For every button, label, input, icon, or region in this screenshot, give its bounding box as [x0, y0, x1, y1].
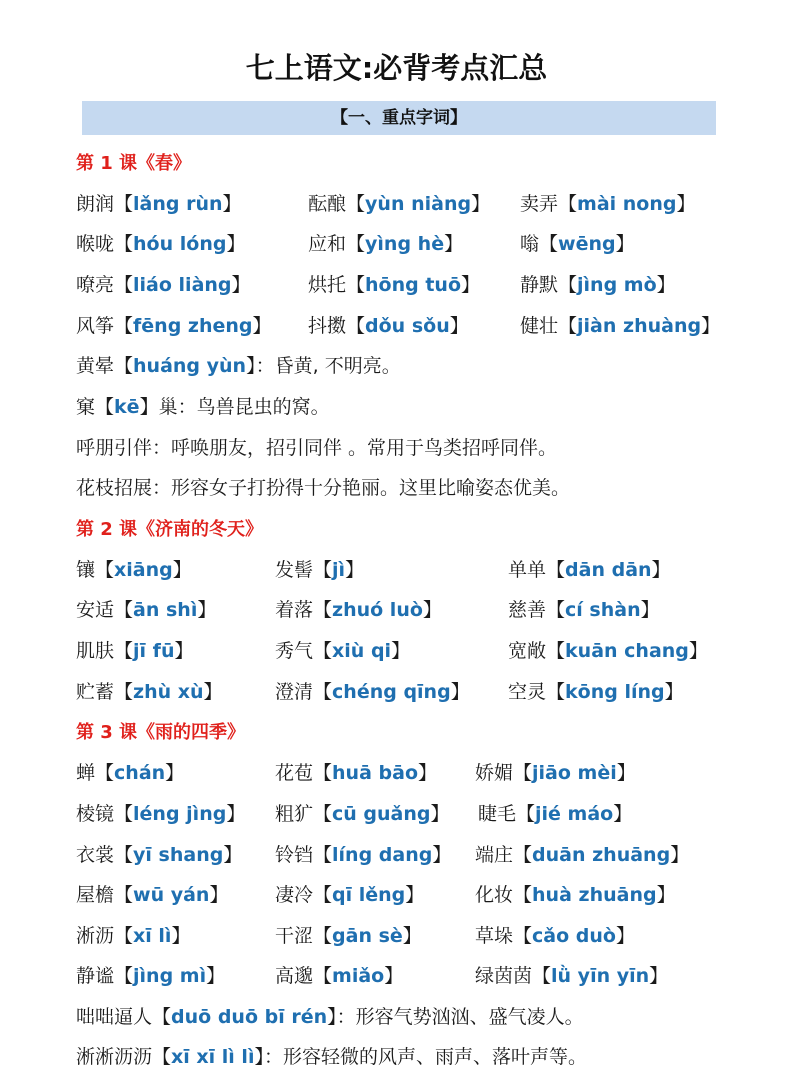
vocab-note: 窠【kē】巢：鸟兽昆虫的窝。 — [76, 396, 330, 418]
vocab-note: 咄咄逼人【duō duō bī rén】：形容气势汹汹、盛气凌人。 — [76, 1006, 584, 1028]
vocab-item: 抖擞【dǒu sǒu】 — [308, 315, 469, 337]
vocab-item: 空灵【kōng líng】 — [508, 681, 684, 703]
vocab-item: 朗润【lǎng rùn】 — [76, 193, 242, 215]
vocab-note: 呼朋引伴：呼唤朋友，招引同伴 。常用于鸟类招呼同伴。 — [76, 437, 558, 459]
vocab-note: 淅淅沥沥【xī xī lì lì】：形容轻微的风声、雨声、落叶声等。 — [76, 1046, 587, 1068]
vocab-item: 淅沥【xī lì】 — [76, 925, 191, 947]
vocab-item: 着落【zhuó luò】 — [275, 599, 442, 621]
vocab-item: 嘹亮【liáo liàng】 — [76, 274, 251, 296]
vocab-item: 发髻【jì】 — [275, 559, 365, 581]
vocab-note: 花枝招展：形容女子打扮得十分艳丽。这里比喻姿态优美。 — [76, 477, 571, 499]
vocab-item: 喉咙【hóu lóng】 — [76, 233, 246, 255]
vocab-item: 安适【ān shì】 — [76, 599, 217, 621]
section-heading: 【一、重点字词】 — [82, 101, 716, 135]
vocab-item: 棱镜【léng jìng】 — [76, 803, 246, 825]
vocab-item: 烘托【hōng tuō】 — [308, 274, 481, 296]
vocab-item: 静默【jìng mò】 — [520, 274, 676, 296]
lesson-3-heading: 第 3 课《雨的四季》 — [76, 722, 246, 743]
vocab-item: 宽敞【kuān chang】 — [508, 640, 708, 662]
vocab-item: 单单【dān dān】 — [508, 559, 671, 581]
vocab-item: 绿茵茵【lǜ yīn yīn】 — [475, 965, 669, 987]
page-title: 七上语文:必背考点汇总 — [245, 51, 548, 85]
vocab-item: 肌肤【jī fū】 — [76, 640, 194, 662]
vocab-item: 草垛【cǎo duò】 — [475, 925, 635, 947]
vocab-item: 嗡【wēng】 — [520, 233, 635, 255]
vocab-item: 健壮【jiàn zhuàng】 — [520, 315, 721, 337]
vocab-item: 干涩【gān sè】 — [275, 925, 422, 947]
vocab-item: 秀气【xiù qi】 — [275, 640, 411, 662]
vocab-item: 澄清【chéng qīng】 — [275, 681, 470, 703]
vocab-note: 黄晕【huáng yùn】：昏黄, 不明亮。 — [76, 355, 401, 377]
vocab-item: 粗犷【cū guǎng】 — [275, 803, 450, 825]
vocab-item: 衣裳【yī shang】 — [76, 844, 243, 866]
lesson-1-heading: 第 1 课《春》 — [76, 153, 192, 174]
vocab-item: 铃铛【líng dang】 — [275, 844, 452, 866]
vocab-item: 卖弄【mài nong】 — [520, 193, 696, 215]
vocab-item: 化妆【huà zhuāng】 — [475, 884, 676, 906]
vocab-item: 风筝【fēng zheng】 — [76, 315, 272, 337]
vocab-item: 贮蓄【zhù xù】 — [76, 681, 223, 703]
vocab-item: 静谧【jìng mì】 — [76, 965, 226, 987]
lesson-2-heading: 第 2 课《济南的冬天》 — [76, 519, 264, 540]
vocab-item: 蝉【chán】 — [76, 762, 185, 784]
vocab-item: 高邈【miǎo】 — [275, 965, 404, 987]
vocab-item: 娇媚【jiāo mèi】 — [475, 762, 636, 784]
vocab-item: 凄冷【qī lěng】 — [275, 884, 425, 906]
vocab-item: 花苞【huā bāo】 — [275, 762, 438, 784]
vocab-item: 酝酿【yùn niàng】 — [308, 193, 491, 215]
vocab-item: 端庄【duān zhuāng】 — [475, 844, 690, 866]
vocab-item: 应和【yìng hè】 — [308, 233, 464, 255]
vocab-item: 睫毛【jié máo】 — [478, 803, 633, 825]
vocab-item: 屋檐【wū yán】 — [76, 884, 229, 906]
vocab-item: 慈善【cí shàn】 — [508, 599, 660, 621]
vocab-item: 镶【xiāng】 — [76, 559, 192, 581]
